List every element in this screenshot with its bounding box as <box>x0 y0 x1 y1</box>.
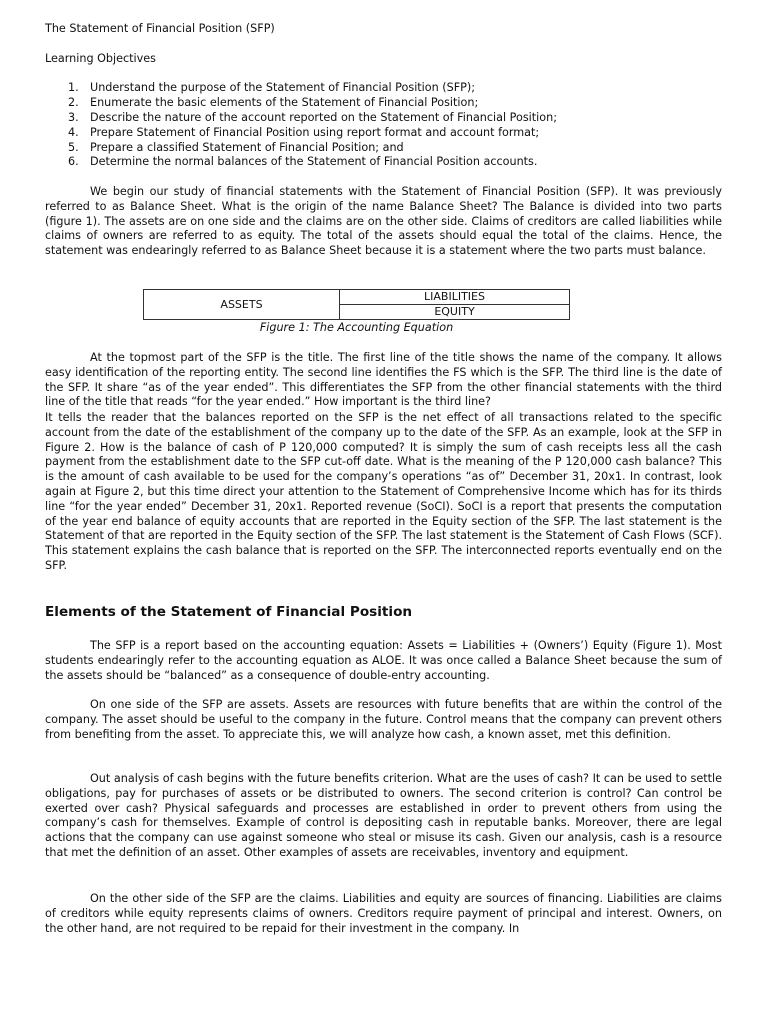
objectives-list <box>45 81 557 170</box>
objective-item <box>45 81 557 96</box>
aloe-paragraph: The SFP is a report based on the accounting equation: Assets = Liabilities + (Owners’) Equity (Figure 1). Most students endearingly refer to the accounting equation as ALOE. It was once called a Balance Sheet because the sum of the assets should be “balanced” as a consequence of double-entry accounting. <box>45 639 722 682</box>
figure-caption: Figure 1: The Accounting Equation <box>259 321 454 334</box>
intro-paragraph: We begin our study of financial statements with the Statement of Financial Position (SFP). It was previously referred to as Balance Sheet. What is the origin of the name Balance Sheet? The Balance is divided into two parts (figure 1). The assets are on one side and the claims are on the other side. Claims of creditors are called liabilities while claims of owners are referred to as equity. The total of the assets should equal the total of the claims. Hence, the statement was endearingly referred to as Balance Sheet because it is a statement where the two parts must balance. <box>45 185 722 258</box>
section-heading: Elements of the Statement of Financial Position <box>45 604 413 620</box>
objective-item <box>45 141 557 156</box>
objective-text: Prepare Statement of Financial Position using report format and account format; <box>90 125 540 139</box>
objective-number: 1. <box>68 81 79 94</box>
objective-number: 6. <box>68 155 79 169</box>
objective-number: 5. <box>68 140 79 154</box>
objective-number: 3. <box>68 110 79 124</box>
objective-text: Prepare a classified Statement of Financial Position; and <box>90 140 404 154</box>
objective-text: Understand the purpose of the Statement of Financial Position (SFP); <box>90 81 476 94</box>
claims-paragraph: On the other side of the SFP are the claims. Liabilities and equity are sources of financing. Liabilities are claims of creditors while equity represents claims of owners. Creditors require payment of principal and interest. Owners, on the other hand, are not required to be repaid for their investment in the company. In <box>45 892 722 935</box>
objective-text: Enumerate the basic elements of the Statement of Financial Position; <box>90 95 479 109</box>
objective-item <box>45 155 557 170</box>
objective-text: Determine the normal balances of the Statement of Financial Position accounts. <box>90 155 538 169</box>
document-title: The Statement of Financial Position (SFP) <box>45 22 275 35</box>
equity-cell: EQUITY <box>340 305 570 320</box>
liabilities-cell: LIABILITIES <box>340 290 570 305</box>
title-paragraph: At the topmost part of the SFP is the title. The first line of the title shows the name of the company. It allows easy identification of the reporting entity. The second line identifies the FS which is the SFP. The third line is the date of the SFP. It share “as of the year ended”. This differentiates the SFP from the other financial statements with the third line of the title that reads “for the year ended.” How important is the third line? <box>45 351 722 409</box>
assets-cell: ASSETS <box>144 290 340 320</box>
accounting-equation-figure <box>143 289 570 320</box>
assets-paragraph: On one side of the SFP are assets. Assets are resources with future benefits that are within the control of the company. The asset should be useful to the company in the future. Control means that the company can prevent others from benefiting from the asset. To appreciate this, we will analyze how cash, a known asset, met this definition. <box>45 698 722 741</box>
objective-item <box>45 96 557 111</box>
objective-number: 4. <box>68 125 79 139</box>
learning-objectives-heading: Learning Objectives <box>45 52 157 65</box>
objective-item <box>45 111 557 126</box>
objective-text: Describe the nature of the account reported on the Statement of Financial Position; <box>90 110 557 124</box>
balance-explanation-paragraph: It tells the reader that the balances reported on the SFP is the net effect of all transactions related to the specific account from the date of the establishment of the company up to the date of the SFP. As an example, look at the SFP in Figure 2. How is the balance of cash of P 120,000 computed? It is simply the sum of cash receipts less all the cash payment from the establishment date to the SFP cut-off date. What is the meaning of the P 120,000 cash balance? This is the amount of cash available to be used for the company’s operations “as of” December 31, 20x1. In contrast, look again at Figure 2, but this time direct your attention to the Statement of Comprehensive Income which has for its thirds line “for the year ended” December 31, 20x1. Reported revenue (SoCI). SoCI is a report that presents the computation of the year end balance of equity accounts that are reported in the Equity section of the SFP. The last statement is the Statement of that are reported in the Equity section of the SFP. The last statement is the Statement of Cash Flows (SCF). This statement explains the cash balance that is reported on the SFP. The interconnected reports eventually end on the SFP. <box>45 411 722 572</box>
objective-number: 2. <box>68 95 79 109</box>
cash-analysis-paragraph: Out analysis of cash begins with the future benefits criterion. What are the uses of cash? It can be used to settle obligations, pay for purchases of assets or be distributed to owners. The second criterion is control? Can control be exerted over cash? Physical safeguards and processes are established in order to prevent others from using the company’s cash for themselves. Example of control is depositing cash in reputable banks. Moreover, there are legal actions that the company can use against someone who steal or misuse its cash. Given our analysis, cash is a resource that met the definition of an asset. Other examples of assets are receivables, inventory and equipment. <box>45 772 722 859</box>
objective-item <box>45 126 557 141</box>
